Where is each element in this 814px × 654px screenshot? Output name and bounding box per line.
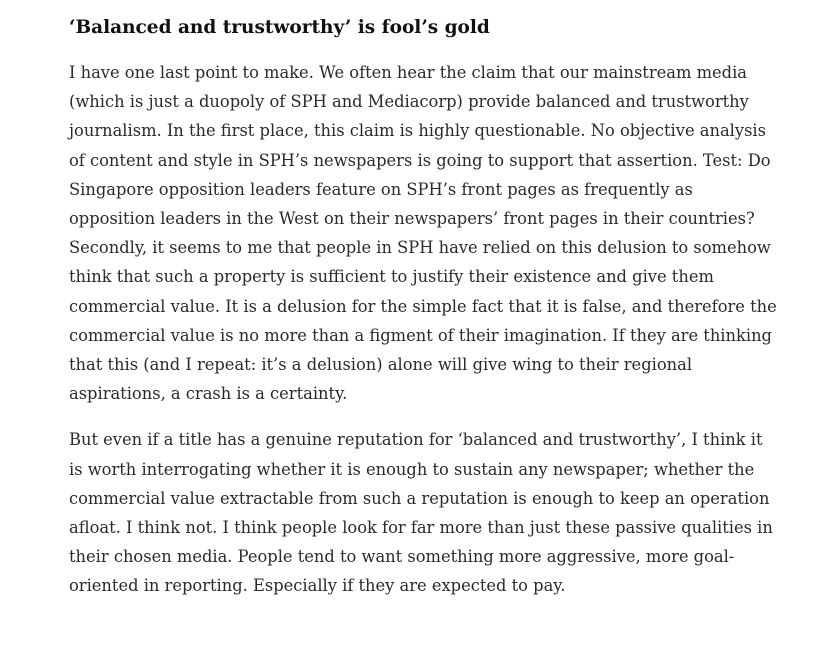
paragraph-2 [69,425,773,600]
text-line: commercial value. It is a delusion for the simple fact that it is false, and therefore the [69,296,777,316]
text-line: journalism. In the first place, this claim is highly questionable. No objective analysis [69,121,766,141]
text-line: commercial value is no more than a figment of their imagination. If they are thinking [69,325,772,345]
text-line: that this (and I repeat: it’s a delusion) alone will give wing to their regional [69,355,693,375]
text-line: of content and style in SPH’s newspapers is going to support that assertion. Test: Do [69,150,771,170]
paragraph-1 [69,58,777,408]
text-line: think that such a property is sufficient to justify their existence and give them [69,267,714,287]
text-line: their chosen media. People tend to want something more aggressive, more goal- [69,547,735,567]
text-line: (which is just a duopoly of SPH and Mediacorp) provide balanced and trustworthy [69,92,749,112]
text-line: aspirations, a crash is a certainty. [69,384,348,404]
text-line: opposition leaders in the West on their newspapers’ front pages in their countries? [69,209,755,229]
text-line: afloat. I think not. I think people look for far more than just these passive qualities in [69,518,773,538]
text-line: oriented in reporting. Especially if they are expected to pay. [69,576,566,596]
text-line: I have one last point to make. We often hear the claim that our mainstream media [69,63,747,82]
text-line: commercial value extractable from such a reputation is enough to keep an operation [69,488,770,508]
section-heading: ‘Balanced and trustworthy’ is fool’s gold [69,17,490,38]
article-body [69,14,777,618]
text-line: Singapore opposition leaders feature on SPH’s front pages as frequently as [69,179,693,199]
text-line: is worth interrogating whether it is enough to sustain any newspaper; whether the [69,459,755,479]
text-line: But even if a title has a genuine reputation for ‘balanced and trustworthy’, I think it [69,430,763,450]
text-line: Secondly, it seems to me that people in SPH have relied on this delusion to somehow [69,238,771,258]
